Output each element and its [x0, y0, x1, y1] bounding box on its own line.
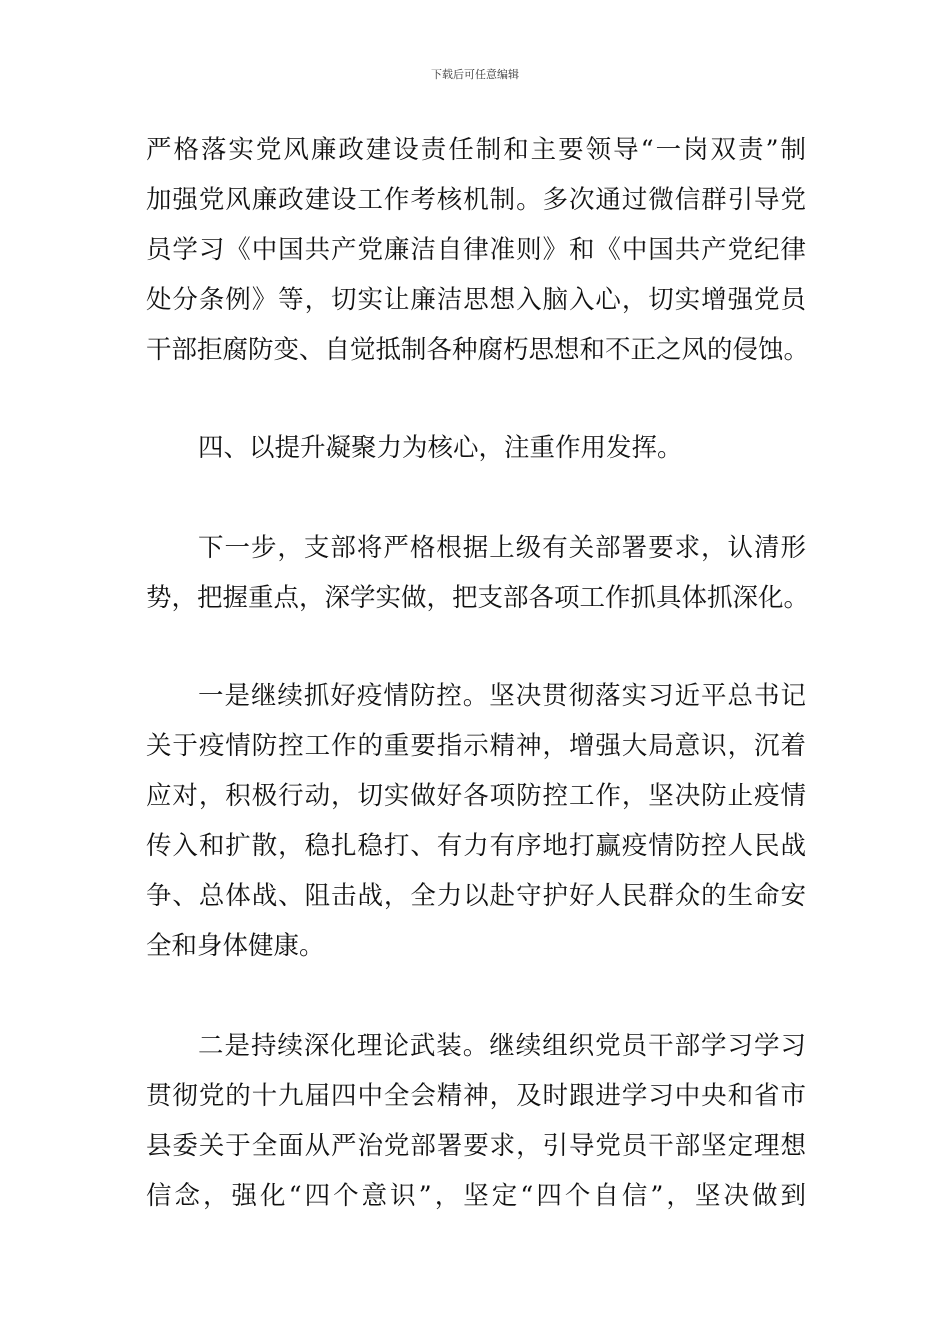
text-line: 全和身体健康。 [146, 931, 325, 961]
page-header: 下载后可任意编辑 [431, 68, 519, 81]
text-line: 贯彻党的十九届四中全会精神，及时跟进学习中央和省市 [146, 1081, 806, 1111]
text-line: 干部拒腐防变、自觉抵制各种腐朽思想和不正之风的侵蚀。 [146, 335, 810, 365]
text-line: 县委关于全面从严治党部署要求，引导党员干部坚定理想 [146, 1131, 806, 1161]
text-line: 二是持续深化理论武装。继续组织党员干部学习学习 [198, 1031, 806, 1061]
text-line: 信念，强化“四个意识”，坚定“四个自信”，坚决做到 [146, 1181, 806, 1211]
section-heading: 四、以提升凝聚力为核心，注重作用发挥。 [198, 433, 683, 463]
text-line: 争、总体战、阻击战，全力以赴守护好人民群众的生命安 [146, 881, 806, 911]
text-line: 应对，积极行动，切实做好各项防控工作，坚决防止疫情 [146, 781, 806, 811]
text-line: 势，把握重点，深学实做，把支部各项工作抓具体抓深化。 [146, 583, 810, 613]
text-line: 传入和扩散，稳扎稳打、有力有序地打赢疫情防控人民战 [146, 831, 806, 861]
text-line: 加强党风廉政建设工作考核机制。多次通过微信群引导党 [146, 185, 806, 215]
text-line: 处分条例》等，切实让廉洁思想入脑入心，切实增强党员 [146, 285, 806, 315]
text-line: 员学习《中国共产党廉洁自律准则》和《中国共产党纪律 [146, 235, 806, 265]
text-line: 关于疫情防控工作的重要指示精神，增强大局意识，沉着 [146, 731, 806, 761]
text-line: 下一步，支部将严格根据上级有关部署要求，认清形 [198, 533, 806, 563]
text-line: 一是继续抓好疫情防控。坚决贯彻落实习近平总书记 [198, 681, 806, 711]
text-line: 严格落实党风廉政建设责任制和主要领导“一岗双责”制 [146, 135, 806, 165]
